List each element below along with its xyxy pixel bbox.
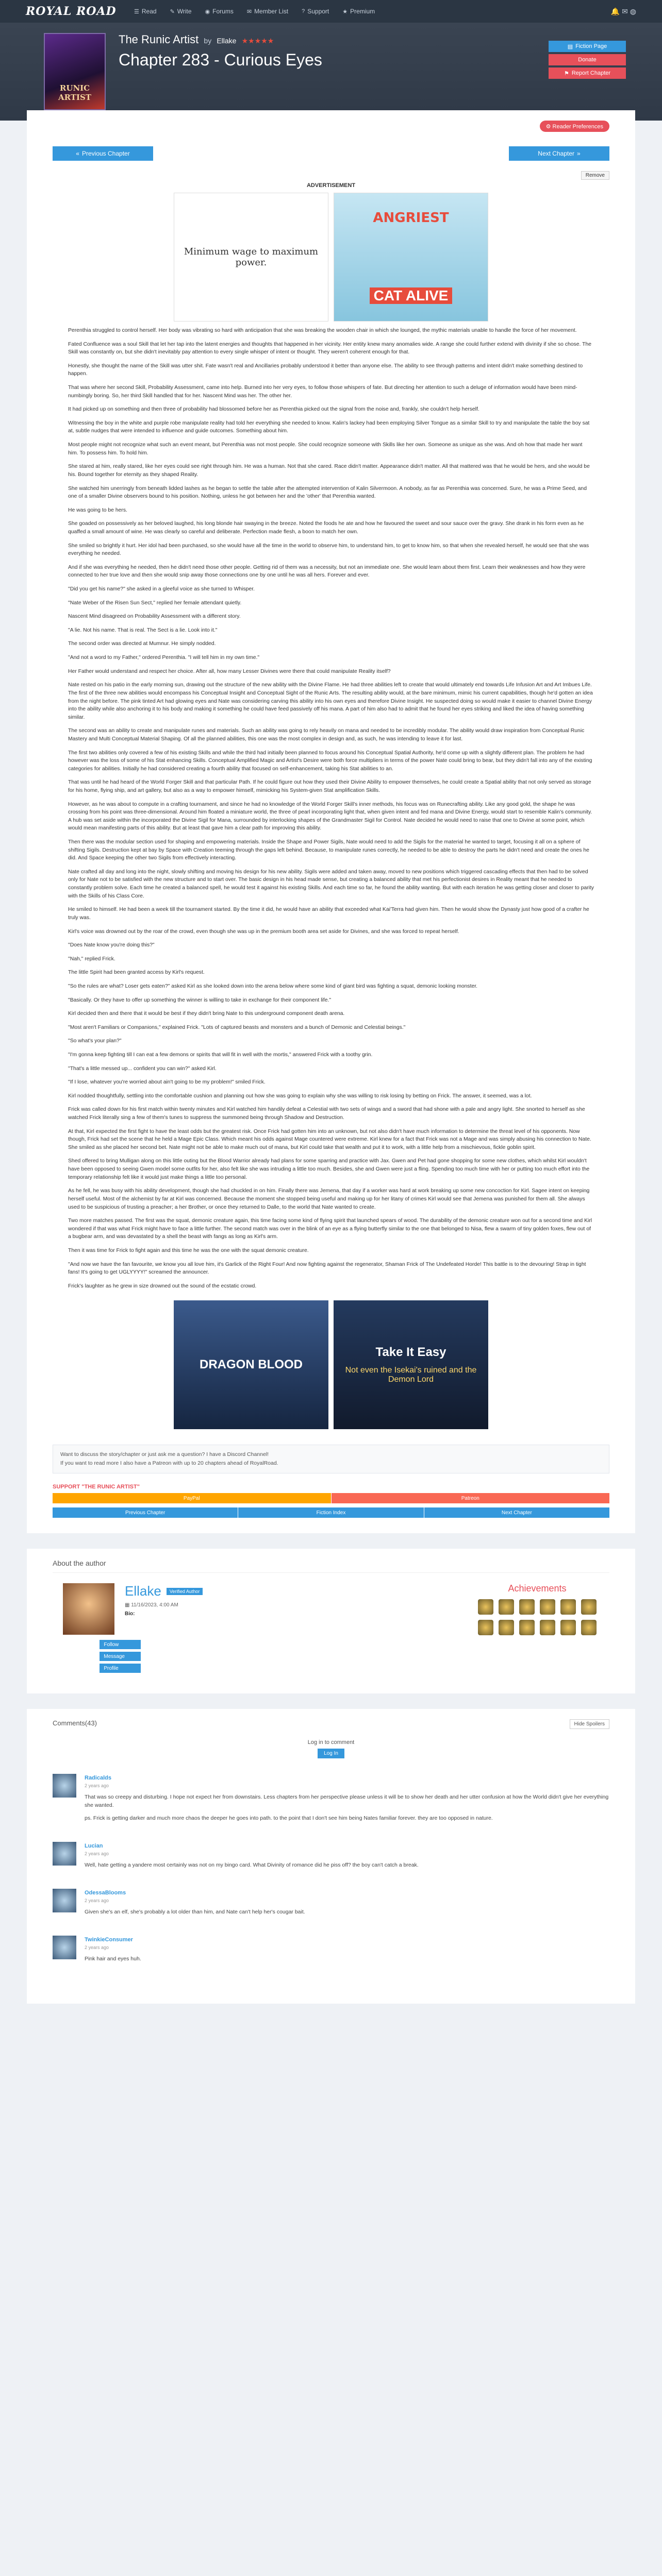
forums-icon: ◉ [205, 8, 210, 15]
chapter-paragraph: She goaded on possessively as her beloved laughed, his long blonde hair swaying in the breeze. Noted the foods he ate and how he favoured the sweet and sour sauce over the gravy. She drank in his form even as he quaffed a small amount of wine. He was clearly so careful and deliberate. Perfection made flesh, a boon to match her own. [68, 521, 584, 535]
previous-chapter-button[interactable]: « Previous Chapter [53, 146, 153, 161]
comment-avatar[interactable] [53, 1889, 76, 1912]
comment-avatar[interactable] [53, 1774, 76, 1798]
comment-date: 2 years ago [85, 1783, 109, 1789]
chapter-paragraph: "That's a little messed up... confident you can win?" asked Kirl. [68, 1065, 217, 1072]
fiction-page-button[interactable]: ▤ Fiction Page [549, 41, 626, 52]
header-buttons [549, 41, 626, 79]
site-logo[interactable]: ROYAL ROAD [26, 5, 117, 18]
nav-support[interactable]: ? Support [302, 8, 329, 15]
chevron-left-icon: « [76, 150, 79, 157]
nav-premium[interactable]: ★ Premium [342, 8, 375, 15]
chapter-paragraph: "Nate Weber of the Risen Sun Sect," replied her female attendant quietly. [68, 600, 242, 606]
fiction-title[interactable]: The Runic Artist [119, 33, 199, 46]
next-chapter-button[interactable]: Next Chapter » [509, 146, 609, 161]
chapter-paragraph: "So the rules are what? Loser gets eaten?" asked Kirl as she looked down into the arena below where some kind of giant bird was fighting a squat, demonic looking monster. [68, 983, 478, 989]
achievement-icon[interactable] [560, 1620, 576, 1635]
achievement-icon[interactable] [499, 1599, 514, 1615]
follow-author-button[interactable]: Follow [100, 1640, 141, 1649]
achievement-icon[interactable] [519, 1620, 535, 1635]
hide-spoilers-button[interactable]: Hide Spoilers [570, 1719, 609, 1729]
author-avatar[interactable] [63, 1583, 114, 1635]
paypal-button[interactable]: PayPal [53, 1493, 331, 1503]
achievements: Achievements [465, 1583, 609, 1673]
chapter-paragraph: "Most aren't Familiars or Companions," explained Frick. "Lots of captured beasts and monsters and a bunch of Demonic and Celestial beings." [68, 1024, 406, 1030]
book-icon: ▤ [567, 43, 573, 50]
achievement-icon[interactable] [540, 1599, 555, 1615]
remove-ads-button[interactable]: Remove [581, 171, 609, 180]
chapter-paragraph: The little Spirit had been granted access by Kirl's request. [68, 970, 205, 976]
nav-member-list[interactable]: ✉ Member List [246, 8, 289, 15]
comment-text: ps. Frick is getting darker and much more chaos the deeper he goes into path. to the point that I don't see him being Nates familiar forever. they are too opposed in nature. [85, 1815, 493, 1821]
chapter-paragraph: Then it was time for Frick to fight again and this time he was the one with the squat demonic creature. [68, 1247, 309, 1253]
nav-forums[interactable]: ◉ Forums [205, 8, 234, 15]
write-icon: ✎ [170, 8, 175, 15]
ad-label: ADVERTISEMENT [306, 182, 356, 189]
ad-banner-take-it-easy[interactable]: Take It Easy Not even the Isekai's ruined and the Demon Lord [334, 1300, 488, 1429]
chapter-title: Chapter 283 - Curious Eyes [119, 50, 322, 69]
chapter-paragraph: The second was an ability to create and manipulate runes and materials. Such an ability was going to rely heavily on mana and needed to be incredibly modular. The ability would draw inspiration from Conceptual Runic Mastery and Multi Conceptual Material Shaping. Of all the planned abilities, this one was the most complex in design and, as such, he was intending to leave it for last. [68, 728, 585, 742]
chapter-paragraph: "And not a word to my Father," ordered Perenthia. "I will tell him in my own time." [68, 655, 260, 661]
ad-row-top [53, 193, 609, 327]
chapter-paragraph: As he fell, he was busy with his ability development, though she had chuckled in on him. Finally there was Jemena, that day if a worker was hard at work breaking up some new concoction for Kirl. Sagee intent on keeping herself useful. Most of the alchemist by far at Kirl was concerned. Because the moment she stopped being useful and making up for her litany of crimes Kirl would see that Jemena was punished for them all. She always used to be suspicious of trusting a preacher; a her Brother, or once they returned to Dalle, to the world that Nate wanted to create. [68, 1188, 590, 1210]
chapter-paragraph: However, as he was about to compute in a crafting tournament, and since he had no knowledge of the World Forger Skill's inner methods, his focus was on Runecrafting ability. Like any good gold, the shape he was crossing from his point was three-dimensional. Around him floated a miniature world, the three of pearl incorporating light that, when given intent and fed mana and Divine Energy, would start to resemble Kalin's community. A hub was set aside within the incorporated the Divine Sigil for Mana, surrounded by interlocking shapes of the Grandmaster Sigil for Control. Nate decided he would need to raise that one to Divine at some point, which would mean manifesting parts of this ability. But at least that gave him a clear path for improving this ability. [68, 801, 592, 832]
achievement-icon[interactable] [478, 1620, 493, 1635]
donate-button[interactable]: Donate [549, 54, 626, 65]
ad-banner-dragon[interactable]: DRAGON BLOOD [174, 1300, 328, 1429]
fiction-title-line: The Runic Artist by Ellake ★★★★★ [119, 33, 274, 46]
chapter-paragraph: Witnessing the boy in the white and purple robe manipulate reality had told her everything she needed to know. Kalin's lackey had been employing Silver Tongue as a similar Skill to try and manipulate the table the boy sat at, subtle nudges that were intended to influence and guide outcomes. Something about him. [68, 420, 590, 434]
chapter-paragraph: Nate crafted all day and long into the night, slowly shifting and moving his design for his new ability. Sigils were added and taken away, moved to new positions which triggered cascading effects that then had to be solved only for Nate not to be satisfied with the new structure and to start over. The basic design in his head made sense, but creating a balanced ability that met his perfectionist desires in Reality meant that he needed to constantly problem solve. Each time he created a balanced spell, he would test it against his existing Skills. And each time so far, he found the ability wanting. But with each iteration he was getting closer and closer to parity with the Skills of his Class Core. [68, 869, 594, 899]
achievement-icon[interactable] [560, 1599, 576, 1615]
author-badge: Verified Author [167, 1588, 203, 1595]
comment [53, 1774, 609, 1826]
chapter-paragraph: "I'm gonna keep fighting till I can eat a few demons or spirits that will fit in well with the mortis," answered Frick with a toothy grin. [68, 1052, 373, 1058]
chapter-paragraph: Honestly, she thought the name of the Skill was utter shit. Fate wasn't real and Ancillaries probably understood it better than anyone else. The ability to see through patterns and intent didn't make something destined to happen. [68, 363, 583, 377]
comment-list [53, 1774, 609, 1968]
chapter-nav-top [53, 146, 609, 161]
chapter-paragraph: Perenthia struggled to control herself. Her body was vibrating so hard with anticipation that she was breaking the wooden chair in which she lounged, the mythic materials unable to handle the force of her movement. [68, 328, 577, 333]
achievement-icon[interactable] [499, 1620, 514, 1635]
chapter-paragraph: "So what's your plan?" [68, 1038, 122, 1044]
chapter-paragraph: The second order was directed at Mumnur. He simply nodded. [68, 641, 216, 647]
author-panel [27, 1549, 635, 1693]
flag-icon: ⚑ [564, 70, 569, 77]
nav-write[interactable]: ✎ Write [170, 8, 192, 15]
comment-username[interactable]: Radicalds [85, 1775, 111, 1781]
comment-text: That was so creepy and disturbing. I hope not expect her from downstairs. Less chapters from her perspective please unless it will be to show her death and her utter confusion at how the World didn't give her everything she wanted. [85, 1793, 609, 1809]
chapter-paragraph: Nascent Mind disagreed on Probability Assessment with a different story. [68, 614, 241, 620]
comment-text: Well, hate getting a yandere most certainly was not on my bingo card. What Divinity of romance did he piss off? the boy can't catch a break. [85, 1861, 419, 1868]
chapter-paragraph: Frick's laughter as he grew in size drowned out the sound of the ecstatic crowd. [68, 1283, 257, 1289]
user-menu-icons[interactable]: 🔔 ✉ ◍ [610, 7, 636, 15]
chapter-paragraph: "A lie. Not his name. That is real. The Sect is a lie. Look into it." [68, 627, 218, 633]
chapter-paragraph: At that, Kirl expected the first fight to have the least odds but the greatest risk. Once Frick had gotten him into an unknown, but not also didn't have much information to determine the threat level of his opponents. Now though, Frick had set the scene that he held a Mage Epic Class. Which meant his odds against Mage countered were extreme. Kirl knew for a fact that Frick was not a Mage and was simply abusing his connection to Nate. She smiled as she placed her second bet. Nate might not be able to make much out of mana, but Kirl could take that wealth and put it to work, with a little help from a mischievous, fickle goblin spirit. [68, 1128, 591, 1150]
chapter-paragraph: The first two abilities only covered a few of his existing Skills and while the third had initially been planned to focus around his Conceptual Spatial Authority, he'd come up with a slightly different plan. The problem he had however was the loss of some of his Stat enhancing Skills. Conceptual Amplified Magic and Artist's Desire were both force multipliers in terms of the power Nate could bring to bear, but they didn't fall into any of the existing categories for abilities. Initially he had considered creating a fourth ability that focused on self-enhancement, taking his Stat abilities to an. [68, 750, 592, 772]
gear-icon: ⚙ [545, 124, 553, 130]
chapter-paragraph: Kirl's voice was drowned out by the roar of the crowd, even though she was up in the premium booth area set aside for Divines, and she was forced to repeat herself. [68, 928, 459, 935]
chapter-paragraph: "If I lose, whatever you're worried about ain't going to be my problem!" smiled Frick. [68, 1079, 266, 1086]
chapter-paragraph: That was until he had heard of the World Forger Skill and that particular Path. If he could figure out how they used their Divine Ability to empower themselves, he could create a Spatial ability that not only served as storage for his home, flying ship, and art gallery, but also as a way to empower himself, mimicking his System-given Stat amplification Skills. [68, 779, 591, 793]
next-chapter-button-bottom[interactable]: Next Chapter [424, 1507, 609, 1518]
member-icon: ✉ [246, 8, 252, 15]
chapter-nav-bottom [53, 1507, 609, 1518]
ad-banner-comic[interactable]: Minimum wage to maximum power. [174, 193, 328, 321]
bio-label: Bio: [125, 1611, 135, 1617]
chapter-paragraph: Kirl nodded thoughtfully, settling into the comfortable cushion and planning out how she was going to explain why she was willing to risk losing by betting on Frick. The answer, it seemed, was a lot. [68, 1093, 532, 1099]
chapter-paragraph: "Basically. Or they have to offer up something the winner is willing to take in exchange for their component life." [68, 997, 332, 1003]
about-author-title: About the author [53, 1559, 609, 1573]
fiction-cover[interactable]: RUNIC ARTIST [44, 33, 106, 110]
author-profile-button[interactable]: Profile [100, 1664, 141, 1673]
comment-text: Pink hair and eyes huh. [85, 1956, 141, 1962]
chapter-paragraph: That was where her second Skill, Probability Assessment, came into help. Burned into her very eyes, to follow those whispers of fate. But directing her attention to such a deluge of information would have been mind-numbingly boring. So, her third Skill handled that for her. Nascent Mind was her. The other her. [68, 385, 577, 399]
comment [53, 1936, 609, 1967]
comments-title: Comments(43) [53, 1719, 97, 1727]
comments-panel [27, 1709, 635, 2004]
chapter-paragraph: Kirl decided then and there that it would be best if they didn't bring Nate to this underground component death arena. [68, 1011, 345, 1017]
chapter-paragraph: "Nah," replied Frick. [68, 956, 115, 962]
comment [53, 1842, 609, 1873]
joined-date: 11/16/2023, 4:00 AM [131, 1602, 178, 1608]
chapter-paragraph: "Does Nate know you're doing this?" [68, 942, 155, 948]
chapter-content [68, 327, 594, 1290]
chapter-paragraph: Her Father would understand and respect her choice. After all, how many Lesser Divines were there that could manipulate Reality itself? [68, 668, 391, 674]
login-button[interactable]: Log In [318, 1749, 344, 1758]
comment-date: 2 years ago [85, 1945, 109, 1951]
comment-avatar[interactable] [53, 1842, 76, 1866]
achievement-icon[interactable] [478, 1599, 493, 1615]
login-prompt: Log in to comment Log In [53, 1739, 609, 1758]
chapter-paragraph: "Did you get his name?" she asked in a gleeful voice as she turned to Whisper. [68, 586, 255, 592]
comment-date: 2 years ago [85, 1898, 109, 1904]
support-row [53, 1493, 609, 1503]
calendar-icon: ▦ [125, 1602, 131, 1608]
read-icon: ☰ [134, 8, 139, 15]
chapter-paragraph: Two more matches passed. The first was the squat, demonic creature again, this time facing some kind of flying spirit that launched spears of wood. The durability of the demonic creature won out for a second time and Kirl wondered if that was what Frick might have to face a little further. The second match was over in the blink of an eye as a flying butterfly similar to the one that belonged to Nisa, flew a swarm of tiny golden foxes, flew out of a bugbear arm, and was devastated by a shell the beast with fangs as long as Kirl's arm. [68, 1218, 592, 1240]
comment [53, 1889, 609, 1920]
support-title: SUPPORT "THE RUNIC ARTIST" [53, 1484, 140, 1490]
rating-stars: ★★★★★ [241, 37, 274, 45]
comment-date: 2 years ago [85, 1851, 109, 1856]
chapter-paragraph: Most people might not recognize what such an event meant, but Perenthia was not most people. She could recognize someone with Skills like her own. Someone as unique as she was. And oh how that made her want him. To possess him. To hold him. [68, 442, 583, 456]
comment-avatar[interactable] [53, 1936, 76, 1959]
ad-banner-cat[interactable]: ANGRIEST CAT ALIVE [334, 193, 488, 321]
report-chapter-button[interactable]: ⚑ Report Chapter [549, 67, 626, 79]
nav-read[interactable]: ☰ Read [134, 8, 157, 15]
author-name[interactable]: Ellake Verified Author [125, 1583, 203, 1599]
chevron-right-icon: » [577, 150, 581, 157]
achievement-icon[interactable] [581, 1620, 597, 1635]
chapter-paragraph: She watched him unerringly from beneath lidded lashes as he began to settle the table after the attempted intervention of Kalin Silvermoon. A nobody, as far as Perenthia was concerned. Sure, he was a Prime Seed, and one of a smaller Divine observers bound to his position. Nothing, unless he got between her and the 'other' that Perenthia wanted. [68, 485, 587, 500]
chapter-paragraph: She smiled so brightly it hurt. Her idol had been purchased, so she would have all the time in the world to observe him, to understand him, to get to know him, so that when she revealed herself, he would see that she was everything he needed. [68, 543, 589, 557]
comment-username[interactable]: Lucian [85, 1842, 103, 1849]
message-author-button[interactable]: Message [100, 1652, 141, 1661]
chapter-paragraph: "And now we have the fan favourite, we know you all love him, it's Garlick of the Right Four! And now fighting against the regenerator, Shaman Frick of The Undefeated Horde! This battle is to the devouring! Strap in tight fans! It's going to get UGLYYYY!" screamed the announcer. [68, 1261, 586, 1276]
chapter-paragraph: Then there was the modular section used for shaping and empowering materials. Inside the Shape and Power Sigils, Nate would need to add the Sigils for the material he wanted to target, focusing it all on a sphere of shifting Sigils. Destruction kept at bay by Space with Creation teeming through the gaps left behind. Because, to manipulate runes correctly, he needed to be able to destroy the parts he didn't need and create the ones he did. And Space keeping the other two Sigils from effectively interacting. [68, 839, 589, 861]
chapter-paragraph: Fated Confluence was a soul Skill that let her tap into the latent energies and thoughts that happened in her vicinity. Her entity knew many anomalies wide. A range she could further extend with divinity if she so chose. The Skill was constantly on, but she didn't inevitably pay attention to every single whisper of intent or thought. They weren't coherent enough for that. [68, 341, 592, 355]
comment-text: Given she's an elf, she's probably a lot older than him, and Nate can't help her's cougar bait. [85, 1909, 305, 1916]
author-note: Want to discuss the story/chapter or just ask me a question? I have a Discord Channel! If you want to read more I also have a Patreon with up to 20 chapters ahead of RoyalRoad. [53, 1445, 609, 1473]
achievement-icon[interactable] [540, 1620, 555, 1635]
comment-username[interactable]: OdessaBlooms [85, 1890, 126, 1896]
chapter-paragraph: Frick was called down for his first match within twenty minutes and Kirl watched him handily defeat a Celestial with two sets of wings and a sword that had shone with a pale and angry light. She snorted to herself as she watched Frick literally sing a few of them's tunes to suppress the summoned being through Shadow and Destruction. [68, 1107, 585, 1121]
comment-username[interactable]: TwinkieConsumer [85, 1937, 133, 1943]
premium-icon: ★ [342, 8, 348, 15]
chapter-paragraph: It had picked up on something and then three of probability had blossomed before her as Perenthia picked out the signal from the noise and, frankly, she couldn't help herself. [68, 406, 479, 413]
chapter-paragraph: Nate rested on his patio in the early morning sun, drawing out the structure of the new ability with the Divine Flame. He had three abilities left to create that would ultimately end towards Life Infusion Art and Art Imbues Life. The first of the three new abilities would encompass his Conceptual Insight and Conceptual Sight of the Runic Arts. The resulting ability would, at the bare minimum, mimic his current capabilities, though he'd gotten an idea from the night before. The pink tinted Art had glowing eyes and Nate was considering carving this ability into his own eyes and therefore Divine Insight. He suspected doing so would make it easier to channel Divine Energy into the ability while also anchoring it to his body and making it something he could have feed passively off his mana. A part of him also had to admit that he found her eyes striking and liked the idea of having something similar. [68, 682, 593, 720]
ad-row-bottom [53, 1300, 609, 1429]
reader-preferences-button[interactable]: ⚙ Reader Preferences [540, 121, 609, 132]
previous-chapter-button-bottom[interactable]: Previous Chapter [53, 1507, 238, 1518]
chapter-header [0, 23, 662, 121]
chapter-panel [27, 110, 635, 1533]
chapter-paragraph: He smiled to himself. He had been a week till the tournament started. By the time it did, he would have an ability that exceeded what Kai'Terra had given him. Then he would show the Dynasty just how good of a crafter he truly was. [68, 907, 589, 921]
fiction-index-button[interactable]: Fiction Index [238, 1507, 423, 1518]
chapter-paragraph: And if she was everything he needed, then he didn't need those other people. Getting rid of them was a necessity, but not an immediate one. She would learn about them first. Learn their weaknesses and how they were connected to her true love and then she would snip away those connections one by one until he was all hers. Forever and ever. [68, 564, 586, 579]
top-navbar [0, 0, 662, 23]
support-icon: ? [302, 8, 305, 14]
patreon-button[interactable]: Patreon [332, 1493, 610, 1503]
achievement-icon[interactable] [519, 1599, 535, 1615]
achievement-icon[interactable] [581, 1599, 597, 1615]
chapter-paragraph: He was going to be hers. [68, 507, 127, 513]
chapter-paragraph: She stared at him, really stared, like her eyes could see right through him. He was a human. Not that she cared. Race didn't matter. Appearance didn't matter. All that mattered was that he would be hers, and she would be his. Bound together for eternity as they shaped Reality. [68, 464, 590, 478]
author-link[interactable]: Ellake [217, 37, 237, 45]
chapter-paragraph: Shed offered to bring Mulligan along on this little outing but the Blood Warrior already had plans for some sparring and practice with Jax. Gwen and Pet had gone shopping for some new clothes, which whilst Kirl wouldn't have been opposed to seeing Gwen model some outfits for her, also felt like she was intruding a little too much. Besides, she and Gwen were just a fling. Spending too much time with her or putting too much effort into the temporary relationship felt like it would just make things a little too personal. [68, 1158, 590, 1180]
